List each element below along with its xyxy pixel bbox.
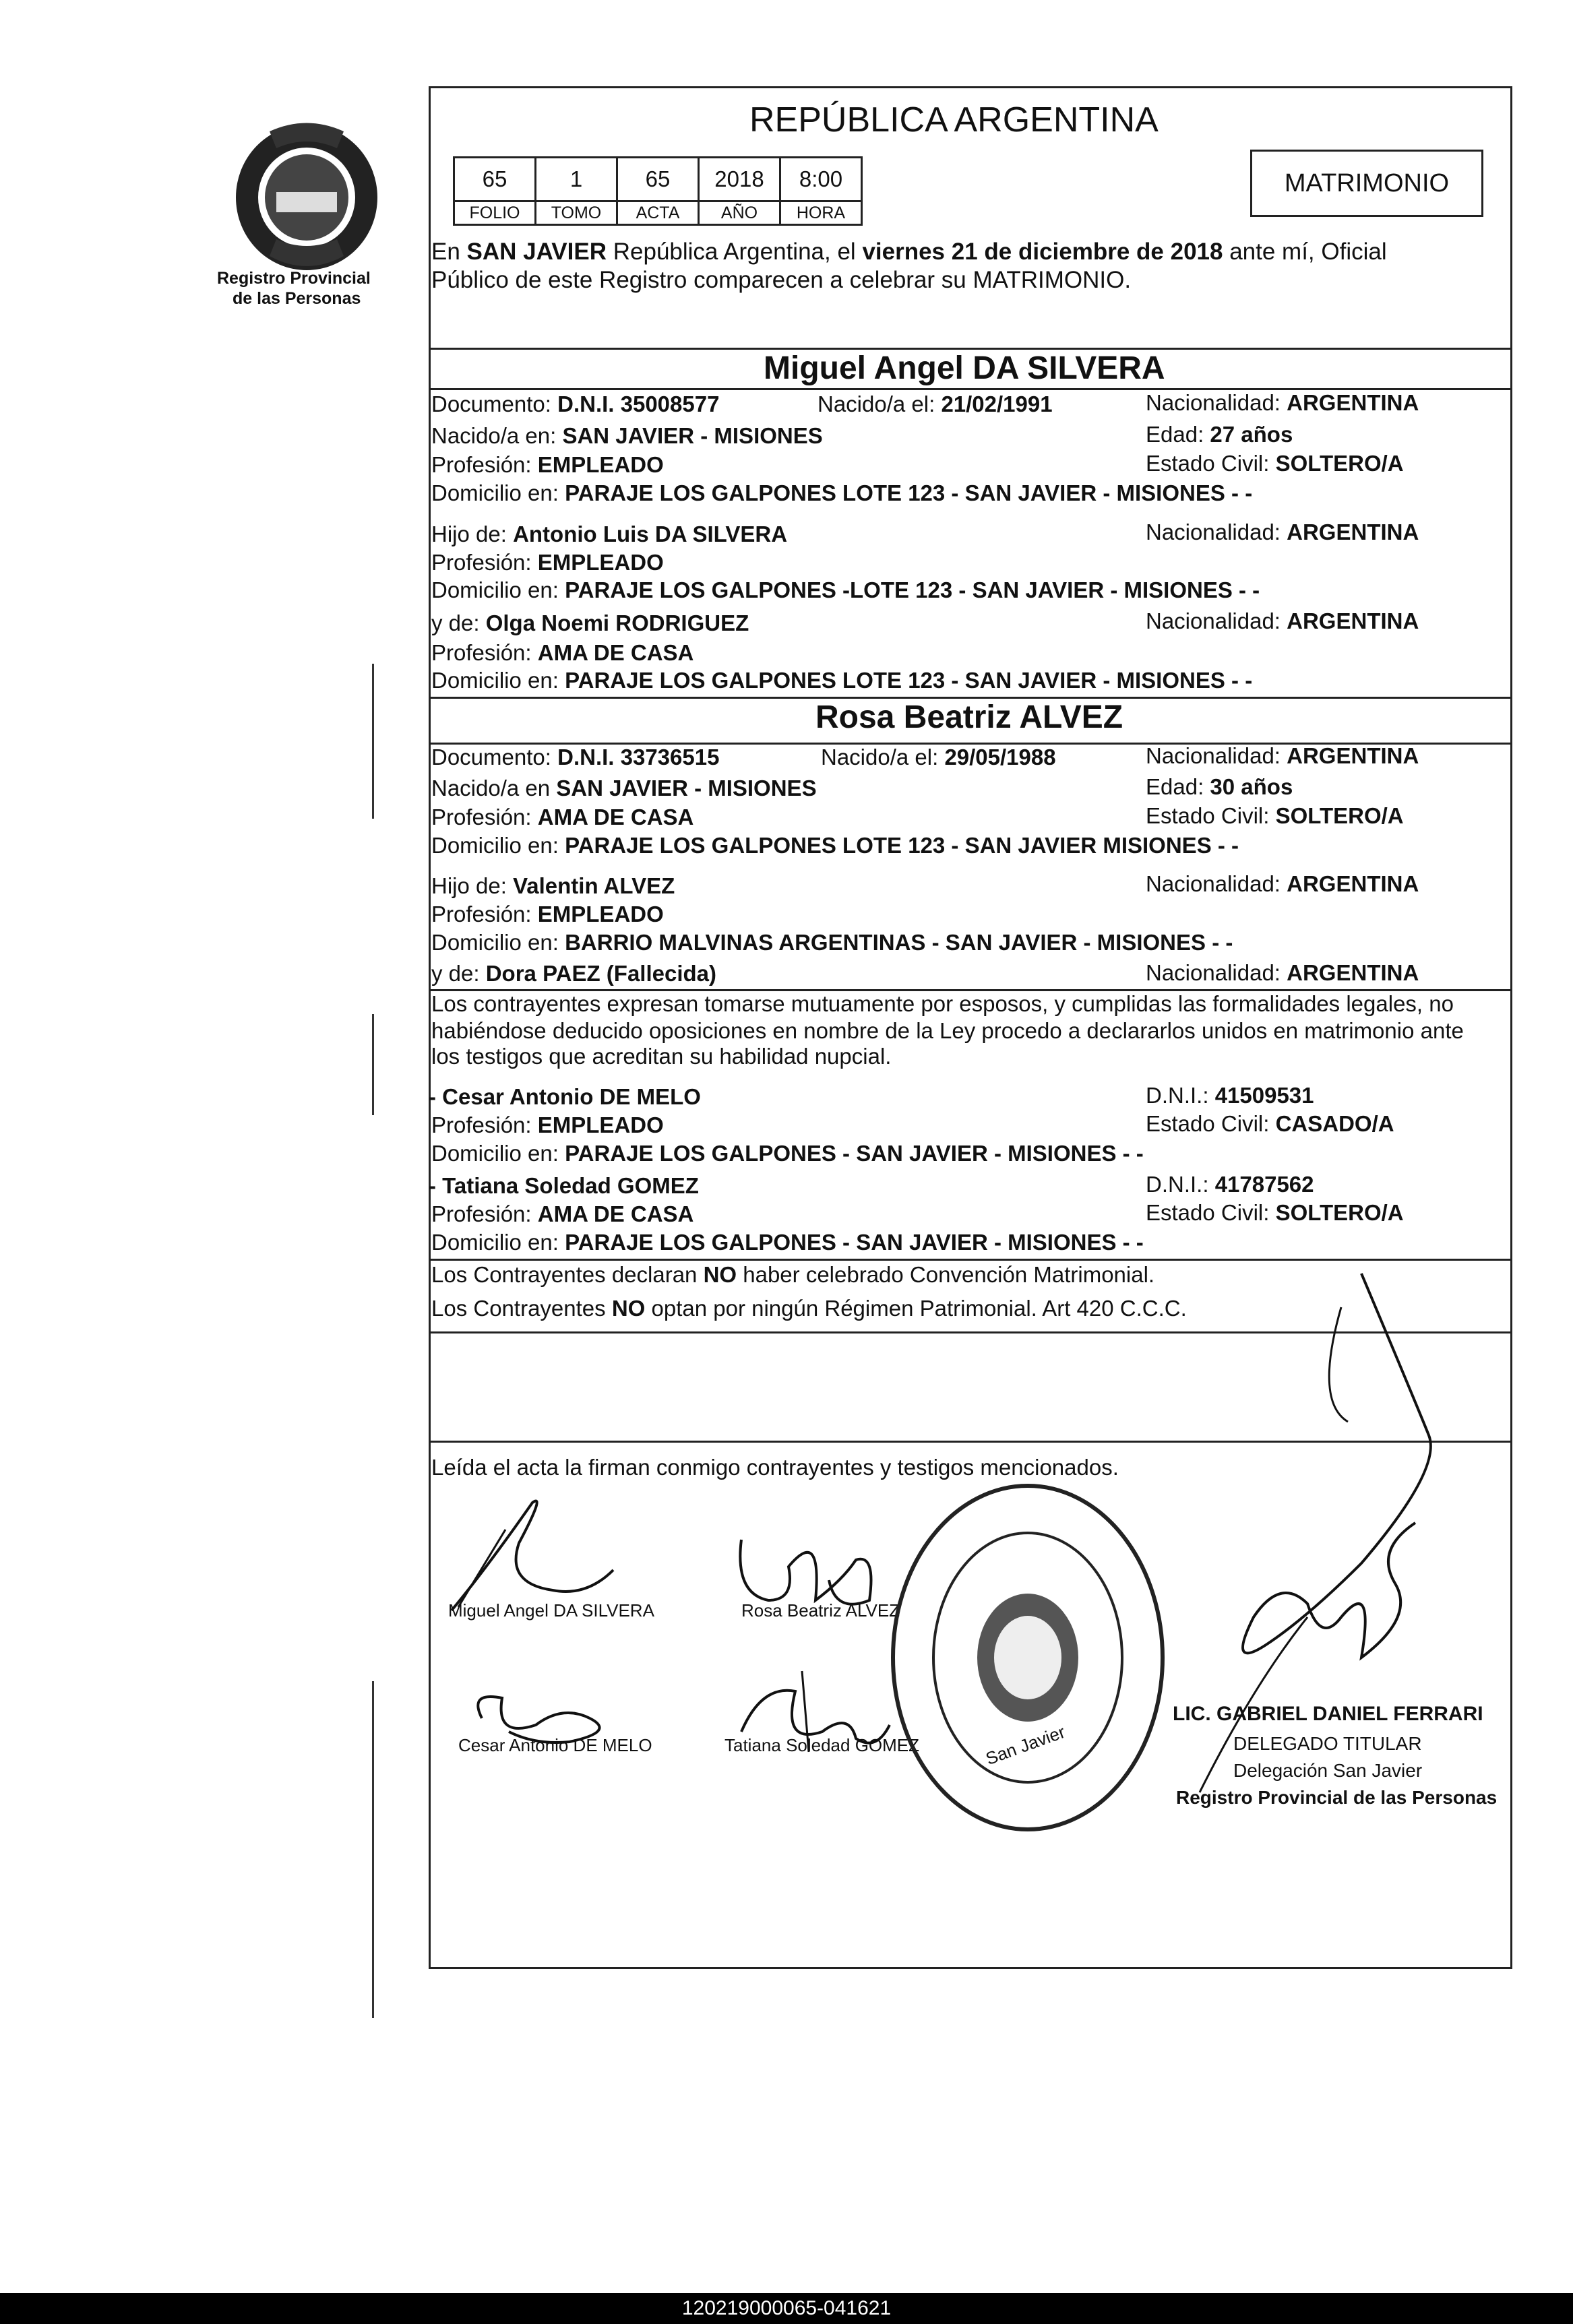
spouse2-name: Rosa Beatriz ALVEZ: [815, 699, 1123, 735]
witness2-dni: [1146, 1171, 1314, 1198]
acta-value: 65: [617, 158, 699, 201]
value: PARAJE LOS GALPONES - SAN JAVIER - MISIONES - -: [565, 1230, 1144, 1255]
declaration-line-2: habiéndose deducido oposiciones en nombre de la Ley procedo a declararlos unidos en matrimonio ante: [431, 1018, 1464, 1043]
label: Profesión:: [431, 902, 532, 927]
value: AMA DE CASA: [537, 805, 694, 829]
hora-value: 8:00: [780, 158, 862, 201]
province-seal-icon: [229, 118, 384, 273]
spouse2-address: [431, 832, 1239, 859]
label: Domicilio en:: [431, 833, 559, 858]
witness2-civil-status: [1146, 1199, 1404, 1226]
folio-value: 65: [454, 158, 536, 201]
document-code: 120219000065-041621: [681, 2297, 892, 2319]
document-code-bar: [0, 2293, 1573, 2324]
value: EMPLEADO: [537, 452, 664, 477]
spouse1-father: [431, 521, 787, 548]
witness1-civil-status: [1146, 1110, 1394, 1137]
spouse1-age: [1146, 421, 1293, 448]
value: PARAJE LOS GALPONES LOTE 123 - SAN JAVIER - MISIONES - -: [565, 668, 1253, 693]
value: AMA DE CASA: [537, 640, 694, 665]
read-and-signed-line: Leída el acta la firman conmigo contrayentes y testigos mencionados.: [431, 1455, 1119, 1480]
label: y de:: [431, 610, 480, 635]
value: Olga Noemi RODRIGUEZ: [485, 610, 749, 635]
value: AMA DE CASA: [537, 1201, 694, 1226]
value: PARAJE LOS GALPONES - SAN JAVIER - MISIONES - -: [565, 1141, 1144, 1166]
spouse2-mother: [431, 960, 716, 987]
value: ARGENTINA: [1287, 608, 1419, 633]
label: Profesión:: [431, 550, 532, 575]
record-type: MATRIMONIO: [1284, 168, 1450, 197]
emphasis: NO: [611, 1296, 646, 1321]
label: Hijo de:: [431, 873, 507, 898]
label: Edad:: [1146, 422, 1204, 447]
spouse2-father: [431, 873, 675, 900]
tomo-value: 1: [536, 158, 617, 201]
label: Hijo de:: [431, 522, 507, 546]
spouse1-civil-status: [1146, 450, 1404, 477]
intro-text: ante mí, Oficial: [1223, 239, 1387, 265]
value: EMPLEADO: [537, 1112, 664, 1137]
label: Nacionalidad:: [1146, 871, 1281, 896]
regime-line-1: [431, 1261, 1154, 1288]
value: D.N.I. 33736515: [557, 745, 720, 770]
label: Nacido/a en:: [431, 423, 557, 448]
intro-text: República Argentina, el: [607, 239, 863, 265]
registry-logo: [229, 118, 384, 273]
stamp-city: San Javier: [983, 1721, 1068, 1769]
logo-caption-line1: Registro Provincial: [217, 269, 371, 288]
value: ARGENTINA: [1287, 960, 1419, 985]
label: Domicilio en:: [431, 930, 559, 955]
margin-mark: [372, 664, 374, 819]
label: Domicilio en:: [431, 480, 559, 505]
value: EMPLEADO: [537, 550, 664, 575]
label: Profesión:: [431, 640, 532, 665]
hora-label: HORA: [780, 201, 862, 225]
folio-label: FOLIO: [454, 201, 536, 225]
label: Documento:: [431, 745, 551, 770]
spouse1-father-nationality: [1146, 519, 1419, 546]
value: 21/02/1991: [941, 391, 1053, 416]
label: Nacionalidad:: [1146, 520, 1281, 544]
value: Antonio Luis DA SILVERA: [513, 522, 788, 546]
witness2-name: - Tatiana Soledad GOMEZ: [429, 1173, 699, 1198]
spouse2-father-profession: [431, 901, 664, 928]
value: PARAJE LOS GALPONES LOTE 123 - SAN JAVIER MISIONES - -: [565, 833, 1239, 858]
value: SOLTERO/A: [1275, 451, 1404, 476]
text: Los Contrayentes declaran: [431, 1262, 704, 1287]
declaration-line-3: los testigos que acreditan su habilidad nupcial.: [431, 1044, 892, 1069]
official-registry: Registro Provincial de las Personas: [1176, 1787, 1498, 1808]
spouse2-birthplace: [431, 775, 817, 802]
value: SOLTERO/A: [1275, 1200, 1404, 1225]
value: PARAJE LOS GALPONES -LOTE 123 - SAN JAVIER - MISIONES - -: [565, 577, 1260, 602]
value: SAN JAVIER - MISIONES: [556, 776, 817, 800]
value: 29/05/1988: [944, 745, 1056, 770]
spouse1-mother-address: [431, 667, 1252, 694]
witness1-profession: [431, 1112, 664, 1139]
value: SOLTERO/A: [1275, 803, 1404, 828]
spouse1-mother: [431, 610, 749, 637]
label: Domicilio en:: [431, 1230, 559, 1255]
value: D.N.I. 35008577: [557, 391, 720, 416]
spouse1-mother-profession: [431, 639, 693, 666]
spouse1-born: [818, 391, 1053, 418]
label: Profesión:: [431, 452, 532, 477]
spouse2-father-nationality: [1146, 871, 1419, 898]
label: Documento:: [431, 391, 551, 416]
official-office: Delegación San Javier: [1233, 1760, 1423, 1781]
text: optan por ningún Régimen Patrimonial. Art 420 C.C.C.: [645, 1296, 1187, 1321]
label: Estado Civil:: [1146, 803, 1270, 828]
value: EMPLEADO: [537, 902, 664, 927]
label: Nacido/a el:: [818, 391, 935, 416]
label: Nacido/a el:: [821, 745, 939, 770]
spouse1-father-address: [431, 577, 1260, 604]
value: SAN JAVIER - MISIONES: [562, 423, 823, 448]
regime-line-2: [431, 1295, 1187, 1322]
value: BARRIO MALVINAS ARGENTINAS - SAN JAVIER - MISIONES - -: [565, 930, 1233, 955]
logo-caption-line2: de las Personas: [233, 289, 361, 308]
witness1-address: [431, 1140, 1144, 1167]
label: Estado Civil:: [1146, 1111, 1270, 1136]
anio-label: AÑO: [699, 201, 780, 225]
spouse2-age: [1146, 774, 1293, 800]
label: Nacionalidad:: [1146, 743, 1281, 768]
emphasis: NO: [703, 1262, 737, 1287]
intro-line-2: Público de este Registro comparecen a celebrar su MATRIMONIO.: [431, 267, 1132, 293]
label: Nacido/a en: [431, 776, 551, 800]
value: PARAJE LOS GALPONES LOTE 123 - SAN JAVIER - MISIONES - -: [565, 480, 1253, 505]
official-name: LIC. GABRIEL DANIEL FERRARI: [1173, 1703, 1483, 1725]
spouse2-father-address: [431, 929, 1233, 956]
signature-label-witness1: Cesar Antonio DE MELO: [458, 1735, 652, 1755]
label: Domicilio en:: [431, 668, 559, 693]
spouse1-nationality: [1146, 389, 1419, 416]
acta-label: ACTA: [617, 201, 699, 225]
spouse2-doc: [431, 744, 719, 771]
value: CASADO/A: [1275, 1111, 1394, 1136]
value: Valentin ALVEZ: [513, 873, 675, 898]
spouse2-civil-status: [1146, 803, 1404, 829]
spouse1-father-profession: [431, 549, 664, 576]
value: 27 años: [1210, 422, 1293, 447]
intro-text: En: [431, 239, 467, 265]
value: ARGENTINA: [1287, 743, 1419, 768]
spouse2-born: [821, 744, 1056, 771]
label: Nacionalidad:: [1146, 960, 1281, 985]
witness1-dni: [1146, 1082, 1314, 1109]
text: haber celebrado Convención Matrimonial.: [737, 1262, 1155, 1287]
divider: [429, 1259, 1512, 1261]
intro-line-1: [431, 239, 1387, 265]
label: Domicilio en:: [431, 577, 559, 602]
value: ARGENTINA: [1287, 520, 1419, 544]
spouse2-profession: [431, 804, 693, 831]
label: Nacionalidad:: [1146, 390, 1281, 415]
value: Dora PAEZ (Fallecida): [485, 961, 717, 986]
witness1-name: - Cesar Antonio DE MELO: [429, 1084, 701, 1109]
label: Edad:: [1146, 774, 1204, 799]
spouse1-name: Miguel Angel DA SILVERA: [764, 350, 1165, 386]
record-numbers-table: [453, 156, 863, 226]
label: D.N.I.:: [1146, 1083, 1209, 1108]
label: Nacionalidad:: [1146, 608, 1281, 633]
value: 41509531: [1214, 1083, 1314, 1108]
tomo-label: TOMO: [536, 201, 617, 225]
witness2-profession: [431, 1201, 693, 1228]
signature-label-witness2: Tatiana Soledad GOMEZ: [724, 1735, 920, 1755]
label: Estado Civil:: [1146, 1200, 1270, 1225]
signature-label-spouse2: Rosa Beatriz ALVEZ: [741, 1600, 900, 1621]
label: y de:: [431, 961, 480, 986]
declaration-line-1: Los contrayentes expresan tomarse mutuamente por esposos, y cumplidas las formalidades legales, no: [431, 991, 1454, 1016]
text: Los Contrayentes: [431, 1296, 612, 1321]
spouse2-mother-nationality: [1146, 960, 1419, 986]
label: Domicilio en:: [431, 1141, 559, 1166]
spouse1-profession: [431, 451, 664, 478]
intro-city: SAN JAVIER: [466, 239, 607, 265]
intro-date: viernes 21 de diciembre de 2018: [862, 239, 1223, 265]
signature-label-spouse1: Miguel Angel DA SILVERA: [448, 1600, 654, 1621]
label: Profesión:: [431, 1112, 532, 1137]
margin-mark: [372, 1014, 374, 1115]
value: 41787562: [1214, 1172, 1314, 1197]
spouse1-doc: [431, 391, 719, 418]
value: ARGENTINA: [1287, 390, 1419, 415]
country-title: REPÚBLICA ARGENTINA: [749, 100, 1159, 139]
label: D.N.I.:: [1146, 1172, 1209, 1197]
witness2-address: [431, 1229, 1144, 1256]
value: ARGENTINA: [1287, 871, 1419, 896]
label: Estado Civil:: [1146, 451, 1270, 476]
registry-stamp: [883, 1476, 1173, 1840]
anio-value: 2018: [699, 158, 780, 201]
label: Profesión:: [431, 805, 532, 829]
record-type-box: [1250, 150, 1483, 217]
official-role: DELEGADO TITULAR: [1233, 1733, 1422, 1754]
spouse1-birthplace: [431, 422, 823, 449]
spouse1-address: [431, 480, 1252, 507]
spouse2-nationality: [1146, 743, 1419, 770]
spouse1-mother-nationality: [1146, 608, 1419, 635]
margin-mark: [372, 1681, 374, 2018]
label: Profesión:: [431, 1201, 532, 1226]
value: 30 años: [1210, 774, 1293, 799]
